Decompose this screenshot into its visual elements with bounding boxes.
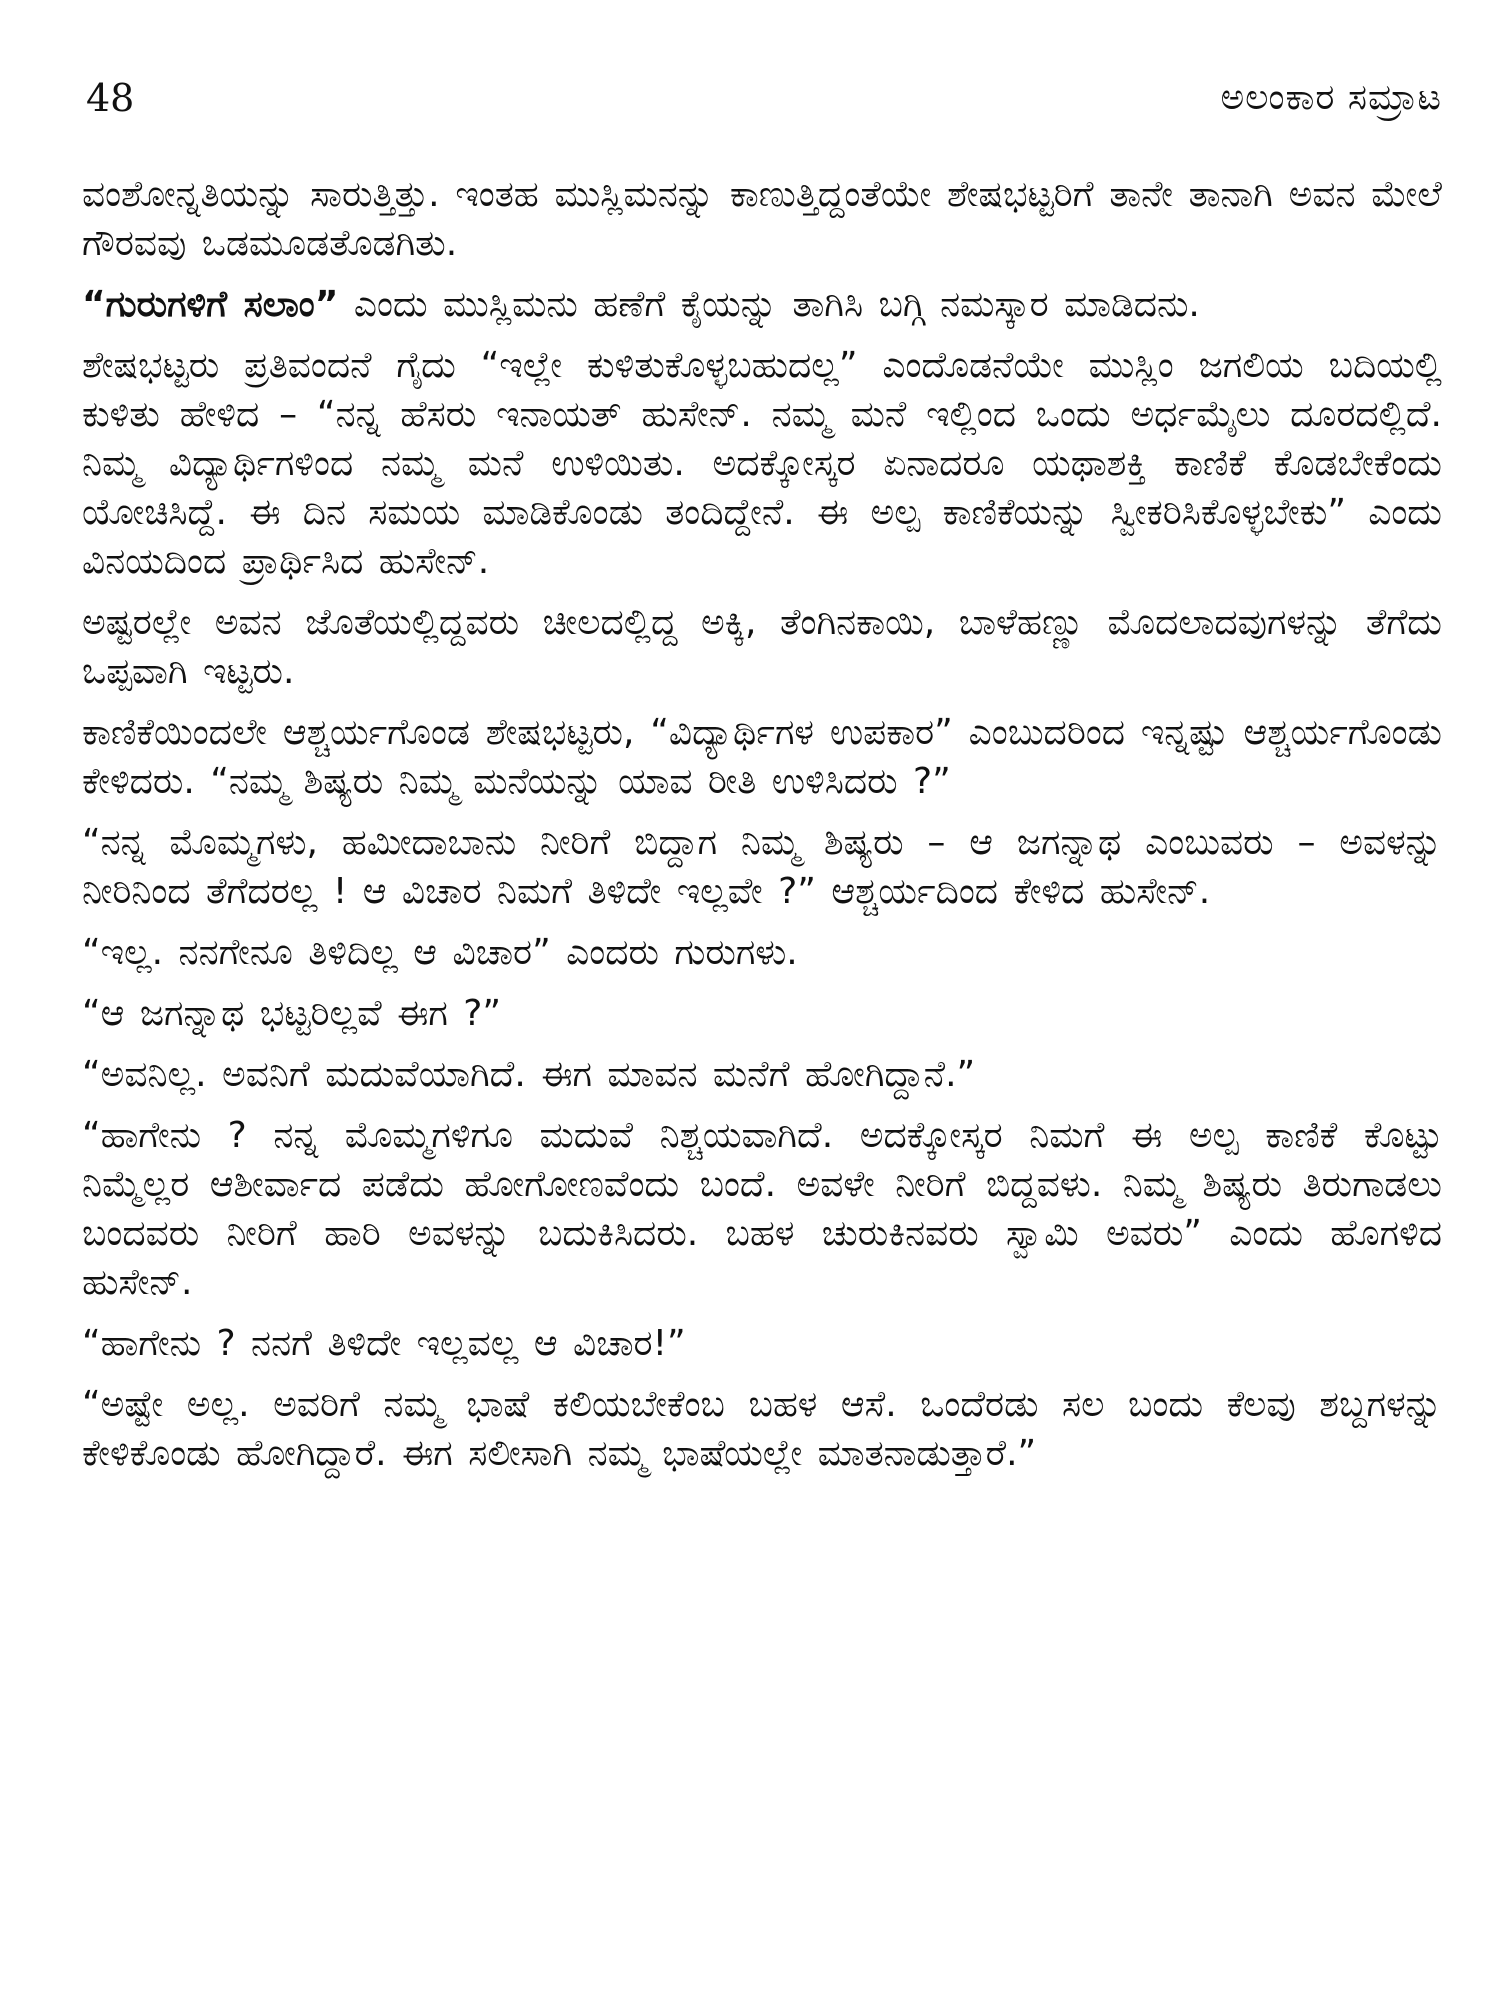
paragraph-1	[82, 170, 1442, 268]
paragraph-12	[82, 1380, 1442, 1478]
paragraph-10	[82, 1111, 1442, 1307]
paragraph-text: ಶೇಷಭಟ್ಟರು ಪ್ರತಿವಂದನೆ ಗೈದು “ಇಲ್ಲೇ ಕುಳಿತುಕೊಳ್ಳಬಹುದಲ್ಲ” ಎಂದೊಡನೆಯೇ ಮುಸ್ಲಿಂ ಜಗಲಿಯ ಬದಿಯಲ್ಲಿ ಕುಳಿತು ಹೇಳಿದ – “ನನ್ನ ಹೆಸರು ಇನಾಯತ್ ಹುಸೇನ್. ನಮ್ಮ ಮನೆ ಇಲ್ಲಿಂದ ಒಂದು ಅರ್ಧಮೈಲು ದೂರದಲ್ಲಿದೆ. ನಿಮ್ಮ ವಿದ್ಯಾರ್ಥಿಗಳಿಂದ ನಮ್ಮ ಮನೆ ಉಳಿಯಿತು. ಅದಕ್ಕೋಸ್ಕರ ಏನಾದರೂ ಯಥಾಶಕ್ತಿ ಕಾಣಿಕೆ ಕೊಡಬೇಕೆಂದು ಯೋಚಿಸಿದ್ದೆ. ಈ ದಿನ ಸಮಯ ಮಾಡಿಕೊಂಡು ತಂದಿದ್ದೇನೆ. ಈ ಅಲ್ಪ ಕಾಣಿಕೆಯನ್ನು ಸ್ವೀಕರಿಸಿಕೊಳ್ಳಬೇಕು” ಎಂದು ವಿನಯದಿಂದ ಪ್ರಾರ್ಥಿಸಿದ ಹುಸೇನ್.	[82, 345, 1442, 582]
paragraph-5	[82, 708, 1442, 806]
paragraph-2	[82, 280, 1442, 329]
paragraph-4	[82, 598, 1442, 696]
paragraph-9	[82, 1050, 1442, 1099]
paragraph-text: “ಹಾಗೇನು ? ನನಗೆ ತಿಳಿದೇ ಇಲ್ಲವಲ್ಲ ಆ ವಿಚಾರ!”	[82, 1323, 686, 1364]
paragraph-text: “ಇಲ್ಲ. ನನಗೇನೂ ತಿಳಿದಿಲ್ಲ ಆ ವಿಚಾರ” ಎಂದರು ಗುರುಗಳು.	[82, 932, 798, 973]
page-header	[82, 68, 1442, 128]
running-title: ಅಲಂಕಾರ ಸಮ್ರಾಟ	[1220, 77, 1442, 118]
greeting-quote: “ಗುರುಗಳಿಗೆ ಸಲಾಂ”	[82, 284, 339, 325]
paragraph-text: ವಂಶೋನ್ನತಿಯನ್ನು ಸಾರುತ್ತಿತ್ತು. ಇಂತಹ ಮುಸ್ಲಿಮನನ್ನು ಕಾಣುತ್ತಿದ್ದಂತೆಯೇ ಶೇಷಭಟ್ಟರಿಗೆ ತಾನೇ ತಾನಾಗಿ ಅವನ ಮೇಲೆ ಗೌರವವು ಒಡಮೂಡತೊಡಗಿತು.	[82, 174, 1442, 264]
paragraph-3	[82, 341, 1442, 586]
page-number: 48	[86, 76, 135, 120]
paragraph-text: ಎಂದು ಮುಸ್ಲಿಮನು ಹಣೆಗೆ ಕೈಯನ್ನು ತಾಗಿಸಿ ಬಗ್ಗಿ ನಮಸ್ಕಾರ ಮಾಡಿದನು.	[338, 284, 1200, 325]
paragraph-6	[82, 818, 1442, 916]
paragraph-7	[82, 928, 1442, 977]
paragraph-text: ಕಾಣಿಕೆಯಿಂದಲೇ ಆಶ್ಚರ್ಯಗೊಂಡ ಶೇಷಭಟ್ಟರು, “ವಿದ್ಯಾರ್ಥಿಗಳ ಉಪಕಾರ” ಎಂಬುದರಿಂದ ಇನ್ನಷ್ಟು ಆಶ್ಚರ್ಯಗೊಂಡು ಕೇಳಿದರು. “ನಮ್ಮ ಶಿಷ್ಯರು ನಿಮ್ಮ ಮನೆಯನ್ನು ಯಾವ ರೀತಿ ಉಳಿಸಿದರು ?”	[82, 712, 1442, 802]
paragraph-8	[82, 989, 1442, 1038]
paragraph-11	[82, 1319, 1442, 1368]
paragraph-text: “ಆ ಜಗನ್ನಾಥ ಭಟ್ಟರಿಲ್ಲವೆ ಈಗ ?”	[82, 993, 502, 1034]
paragraph-text: “ಅಷ್ಟೇ ಅಲ್ಲ. ಅವರಿಗೆ ನಮ್ಮ ಭಾಷೆ ಕಲಿಯಬೇಕೆಂಬ ಬಹಳ ಆಸೆ. ಒಂದೆರಡು ಸಲ ಬಂದು ಕೆಲವು ಶಬ್ದಗಳನ್ನು ಕೇಳಿಕೊಂಡು ಹೋಗಿದ್ದಾರೆ. ಈಗ ಸಲೀಸಾಗಿ ನಮ್ಮ ಭಾಷೆಯಲ್ಲೇ ಮಾತನಾಡುತ್ತಾರೆ.”	[82, 1384, 1442, 1474]
paragraph-text: “ನನ್ನ ಮೊಮ್ಮಗಳು, ಹಮೀದಾಬಾನು ನೀರಿಗೆ ಬಿದ್ದಾಗ ನಿಮ್ಮ ಶಿಷ್ಯರು – ಆ ಜಗನ್ನಾಥ ಎಂಬುವರು – ಅವಳನ್ನು ನೀರಿನಿಂದ ತೆಗೆದರಲ್ಲ ! ಆ ವಿಚಾರ ನಿಮಗೆ ತಿಳಿದೇ ಇಲ್ಲವೇ ?” ಆಶ್ಚರ್ಯದಿಂದ ಕೇಳಿದ ಹುಸೇನ್.	[82, 822, 1442, 912]
page-body	[82, 170, 1442, 1490]
paragraph-text: “ಅವನಿಲ್ಲ. ಅವನಿಗೆ ಮದುವೆಯಾಗಿದೆ. ಈಗ ಮಾವನ ಮನೆಗೆ ಹೋಗಿದ್ದಾನೆ.”	[82, 1054, 976, 1095]
paragraph-text: ಅಷ್ಟರಲ್ಲೇ ಅವನ ಜೊತೆಯಲ್ಲಿದ್ದವರು ಚೀಲದಲ್ಲಿದ್ದ ಅಕ್ಕಿ, ತೆಂಗಿನಕಾಯಿ, ಬಾಳೆಹಣ್ಣು ಮೊದಲಾದವುಗಳನ್ನು ತೆಗೆದು ಒಪ್ಪವಾಗಿ ಇಟ್ಟರು.	[82, 602, 1442, 692]
paragraph-text: “ಹಾಗೇನು ? ನನ್ನ ಮೊಮ್ಮಗಳಿಗೂ ಮದುವೆ ನಿಶ್ಚಯವಾಗಿದೆ. ಅದಕ್ಕೋಸ್ಕರ ನಿಮಗೆ ಈ ಅಲ್ಪ ಕಾಣಿಕೆ ಕೊಟ್ಟು ನಿಮ್ಮೆಲ್ಲರ ಆಶೀರ್ವಾದ ಪಡೆದು ಹೋಗೋಣವೆಂದು ಬಂದೆ. ಅವಳೇ ನೀರಿಗೆ ಬಿದ್ದವಳು. ನಿಮ್ಮ ಶಿಷ್ಯರು ತಿರುಗಾಡಲು ಬಂದವರು ನೀರಿಗೆ ಹಾರಿ ಅವಳನ್ನು ಬದುಕಿಸಿದರು. ಬಹಳ ಚುರುಕಿನವರು ಸ್ವಾಮಿ ಅವರು” ಎಂದು ಹೊಗಳಿದ ಹುಸೇನ್.	[82, 1115, 1442, 1303]
